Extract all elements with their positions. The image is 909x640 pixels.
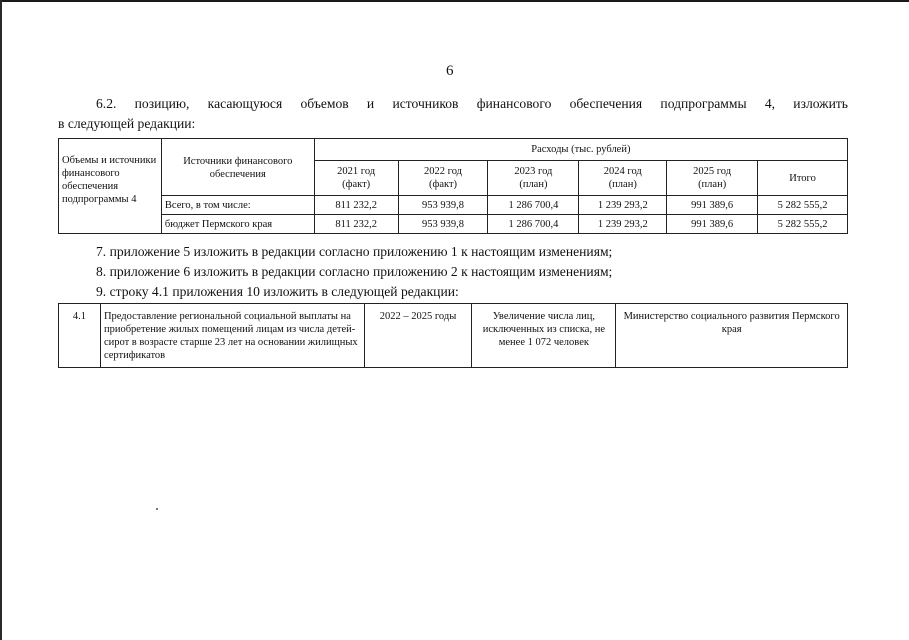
item-7: 7. приложение 5 изложить в редакции согласно приложению 1 к настоящим изменениям; bbox=[96, 244, 613, 259]
year-type: (план) bbox=[608, 179, 637, 190]
year-2023-cell bbox=[488, 161, 579, 196]
scan-edge-top bbox=[0, 0, 909, 2]
program-row-table bbox=[58, 303, 848, 368]
value-cell: 991 389,6 bbox=[667, 215, 758, 234]
value-cell: 1 239 293,2 bbox=[579, 196, 667, 215]
year-label: 2021 год bbox=[337, 166, 376, 177]
year-type: (факт) bbox=[429, 179, 458, 190]
row-responsible-cell: Министерство социального развития Пермского края bbox=[616, 304, 848, 368]
year-type: (факт) bbox=[342, 179, 371, 190]
value-cell: 1 239 293,2 bbox=[579, 215, 667, 234]
year-2025-cell bbox=[667, 161, 758, 196]
intro-line-2: в следующей редакции: bbox=[58, 116, 196, 131]
intro-line-1: 6.2. позицию, касающуюся объемов и источников финансового обеспечения подпрограммы 4, изложить bbox=[96, 96, 848, 111]
table-row bbox=[59, 215, 848, 234]
value-cell: 953 939,8 bbox=[398, 196, 488, 215]
row-result-cell: Увеличение числа лиц, исключенных из списка, не менее 1 072 человек bbox=[472, 304, 616, 368]
table-row bbox=[59, 196, 848, 215]
row-number-cell: 4.1 bbox=[59, 304, 101, 368]
value-cell: 5 282 555,2 bbox=[758, 215, 848, 234]
year-2021-cell bbox=[314, 161, 398, 196]
year-2024-cell bbox=[579, 161, 667, 196]
value-cell: 991 389,6 bbox=[667, 196, 758, 215]
year-label: 2025 год bbox=[693, 166, 732, 177]
expenses-header-cell: Расходы (тыс. рублей) bbox=[314, 139, 847, 161]
row-description-cell: Предоставление региональной социальной выплаты на приобретение жилых помещений лицам из числа детей-сирот в возрасте старше 23 лет на основании жилищных сертификатов bbox=[100, 304, 364, 368]
finance-table bbox=[58, 138, 848, 234]
value-cell: 811 232,2 bbox=[314, 215, 398, 234]
year-2022-cell bbox=[398, 161, 488, 196]
source-cell: бюджет Пермского края bbox=[161, 215, 314, 234]
value-cell: 5 282 555,2 bbox=[758, 196, 848, 215]
scan-edge-left bbox=[0, 0, 2, 640]
sources-header-cell: Источники финансового обеспечения bbox=[161, 139, 314, 196]
table-row bbox=[59, 304, 848, 368]
value-cell: 1 286 700,4 bbox=[488, 215, 579, 234]
year-label: 2023 год bbox=[514, 166, 553, 177]
total-header-cell: Итого bbox=[758, 161, 848, 196]
year-type: (план) bbox=[519, 179, 548, 190]
item-8: 8. приложение 6 изложить в редакции согласно приложению 2 к настоящим изменениям; bbox=[96, 264, 613, 279]
value-cell: 953 939,8 bbox=[398, 215, 488, 234]
scan-speck bbox=[156, 508, 158, 510]
source-cell: Всего, в том числе: bbox=[161, 196, 314, 215]
row-header-cell: Объемы и источники финансового обеспечения подпрограммы 4 bbox=[59, 139, 162, 234]
year-label: 2022 год bbox=[424, 166, 463, 177]
page-number: 6 bbox=[446, 63, 454, 79]
value-cell: 1 286 700,4 bbox=[488, 196, 579, 215]
value-cell: 811 232,2 bbox=[314, 196, 398, 215]
row-period-cell: 2022 – 2025 годы bbox=[364, 304, 472, 368]
year-label: 2024 год bbox=[603, 166, 642, 177]
year-type: (план) bbox=[698, 179, 727, 190]
item-9: 9. строку 4.1 приложения 10 изложить в следующей редакции: bbox=[96, 284, 459, 299]
